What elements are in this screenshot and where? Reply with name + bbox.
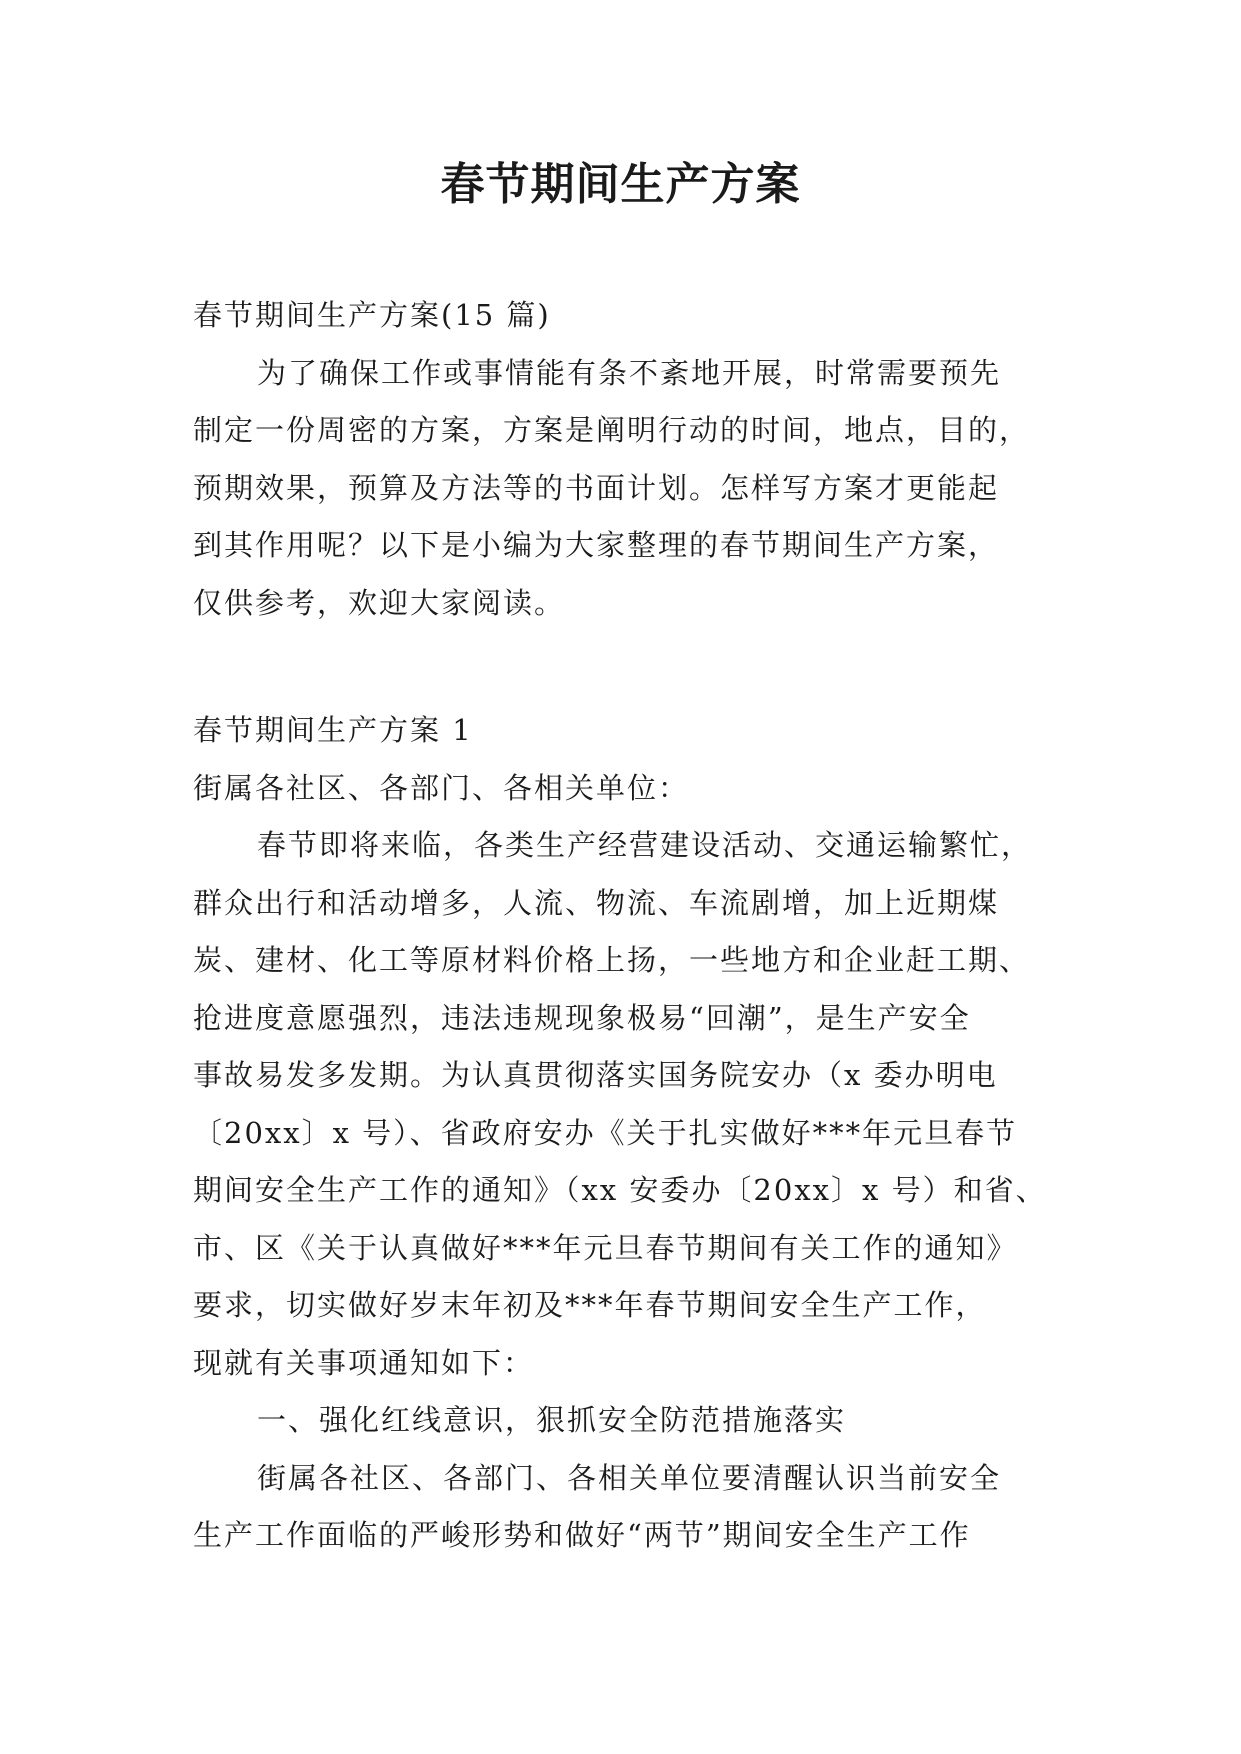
intro-line: 制定一份周密的方案，方案是阐明行动的时间，地点，目的， [193, 413, 1031, 447]
addressee-line: 街属各社区、各部门、各相关单位： [193, 770, 690, 805]
paragraph-line: 抢进度意愿强烈，违法违规现象极易“回潮”，是生产安全 [193, 1000, 971, 1035]
paragraph-line: 群众出行和活动增多，人流、物流、车流剧增，加上近期煤 [193, 885, 1000, 920]
intro-line: 预期效果，预算及方法等的书面计划。怎样写方案才更能起 [193, 470, 1000, 505]
intro-line: 仅供参考，欢迎大家阅读。 [193, 585, 566, 620]
section-heading: 春节期间生产方案 1 [193, 713, 473, 747]
paragraph-line: 炭、建材、化工等原材料价格上扬，一些地方和企业赶工期、 [193, 943, 1031, 977]
intro-line: 为了确保工作或事情能有条不紊地开展，时常需要预先 [257, 355, 1002, 390]
paragraph-line: 生产工作面临的严峻形势和做好“两节”期间安全生产工作 [193, 1518, 971, 1552]
paragraph-line: 事故易发多发期。为认真贯彻落实国务院安办（x 委办明电 [193, 1058, 998, 1092]
section-spacer [193, 632, 1053, 702]
paragraph-line: 春节即将来临，各类生产经营建设活动、交通运输繁忙， [257, 828, 1033, 862]
paragraph-line: 〔20xx〕x 号）、省政府安办《关于扎实做好***年元旦春节 [193, 1115, 1018, 1150]
point-heading: 一、强化红线意识，狠抓安全防范措施落实 [257, 1403, 847, 1437]
paragraph-line: 现就有关事项通知如下： [193, 1345, 535, 1380]
paragraph-line: 要求，切实做好岁末年初及***年春节期间安全生产工作， [193, 1288, 987, 1322]
intro-line: 到其作用呢？以下是小编为大家整理的春节期间生产方案， [193, 528, 1000, 562]
document-title: 春节期间生产方案 [440, 159, 801, 210]
paragraph-line: 街属各社区、各部门、各相关单位要清醒认识当前安全 [257, 1460, 1002, 1495]
paragraph-line: 期间安全生产工作的通知》（xx 安委办〔20xx〕x 号）和省、 [193, 1173, 1047, 1207]
document-subtitle: 春节期间生产方案(15 篇) [193, 298, 551, 332]
paragraph-line: 市、区《关于认真做好***年元旦春节期间有关工作的通知》 [193, 1230, 1018, 1265]
document-body [193, 287, 1053, 1565]
